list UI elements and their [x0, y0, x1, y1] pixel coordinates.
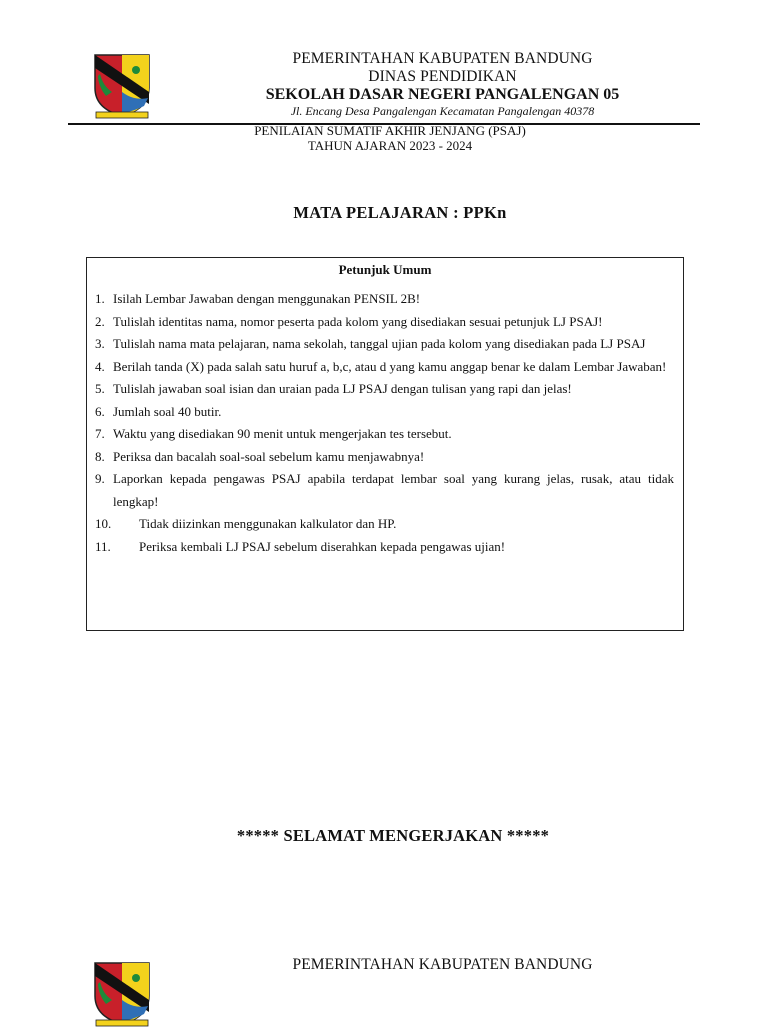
list-item-number: 6. [95, 403, 105, 419]
list-item-number: 4. [95, 358, 105, 374]
subject-title: MATA PELAJARAN : PPKn [293, 203, 507, 222]
header-government: PEMERINTAHAN KABUPATEN BANDUNG [292, 50, 593, 67]
list-item [87, 446, 683, 469]
exam-year: TAHUN AJARAN 2023 - 2024 [307, 138, 473, 153]
instructions-title: Petunjuk Umum [338, 262, 432, 277]
closing-message: ***** SELAMAT MENGERJAKAN ***** [236, 826, 550, 845]
list-item-number: 5. [95, 381, 105, 396]
list-item [87, 333, 683, 356]
list-item-text: Periksa kembali LJ PSAJ sebelum diserahkan kepada pengawas ujian! [139, 538, 506, 554]
list-item-number: 2. [95, 313, 105, 329]
list-item [87, 513, 683, 536]
instructions-list [87, 288, 683, 558]
list-item-text: Periksa dan bacalah soal-soal sebelum kamu menjawabnya! [113, 448, 425, 464]
list-item-text: Tulislah identitas nama, nomor peserta pada kolom yang disediakan sesuai petunjuk LJ PSAJ! [113, 313, 603, 329]
header-school-name: SEKOLAH DASAR NEGERI PANGALENGAN 05 [265, 86, 620, 103]
list-item-number: 7. [95, 426, 105, 441]
list-item-text: Berilah tanda (X) pada salah satu huruf a, b,c, atau d yang kamu anggap benar ke dalam Lembar Jawaban! [113, 358, 667, 374]
list-item-number: 10. [95, 516, 112, 531]
list-item [87, 423, 683, 446]
exam-title: PENILAIAN SUMATIF AKHIR JENJANG (PSAJ) [254, 123, 526, 138]
list-item-text: Isilah Lembar Jawaban dengan menggunakan PENSIL 2B! [113, 291, 421, 306]
next-page-header-government: PEMERINTAHAN KABUPATEN BANDUNG [292, 956, 593, 973]
list-item [87, 288, 683, 311]
header-department: DINAS PENDIDIKAN [368, 68, 517, 85]
list-item-number: 11. [95, 538, 111, 554]
bandung-regency-emblem-icon [92, 52, 152, 120]
list-item-text: Tulislah nama mata pelajaran, nama sekolah, tanggal ujian pada kolom yang disediakan pada LJ PSAJ [113, 336, 646, 351]
bandung-regency-emblem-icon [92, 960, 152, 1028]
list-item [87, 378, 683, 401]
list-item-text: Waktu yang disediakan 90 menit untuk mengerjakan tes tersebut. [113, 426, 452, 441]
list-item-text: Tulislah jawaban soal isian dan uraian pada LJ PSAJ dengan tulisan yang rapi dan jelas! [113, 381, 572, 396]
list-item-text: Jumlah soal 40 butir. [113, 403, 222, 419]
list-item-number: 1. [95, 291, 105, 306]
list-item-number: 9. [95, 471, 105, 486]
list-item [87, 311, 683, 334]
list-item [87, 356, 683, 379]
list-item-text: Laporkan kepada pengawas PSAJ apabila terdapat lembar soal yang kurang jelas, rusak, atau tidak lengkap! [113, 471, 674, 509]
list-item-number: 8. [95, 448, 105, 464]
list-item [87, 468, 683, 513]
list-item-number: 3. [95, 336, 105, 351]
instructions-box [86, 257, 684, 631]
header-address: Jl. Encang Desa Pangalengan Kecamatan Pangalengan 40378 [290, 104, 595, 118]
list-item [87, 536, 683, 559]
list-item [87, 401, 683, 424]
list-item-text: Tidak diizinkan menggunakan kalkulator dan HP. [139, 516, 397, 531]
